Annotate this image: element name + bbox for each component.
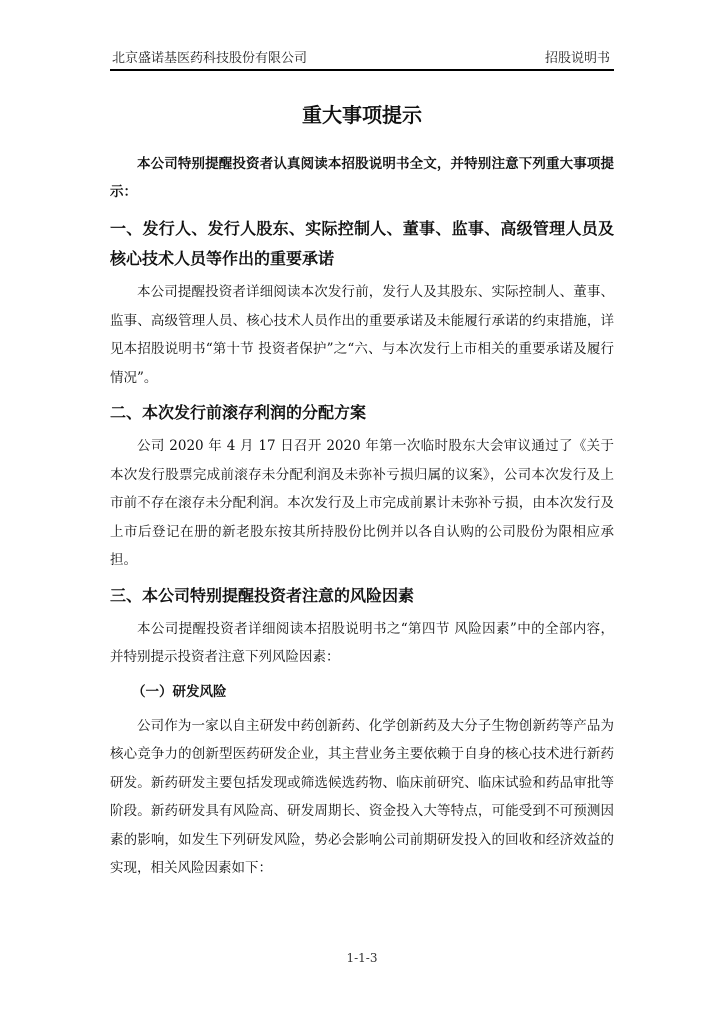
page-header [110, 50, 614, 68]
page-title: 重大事项提示 [302, 103, 422, 127]
section-heading-risk-factors: 三、本公司特别提醒投资者注意的风险因素 [110, 585, 415, 605]
subsection-heading-rd-risk: （一）研发风险 [132, 683, 227, 700]
intro-paragraph: 本公司特别提醒投资者认真阅读本招股说明书全文，并特别注意下列重大事项提示： [110, 156, 614, 200]
section-heading-commitments: 一、发行人、发行人股东、实际控制人、董事、监事、高级管理人员及核心技术人员等作出的重要承诺 [110, 219, 614, 268]
section-paragraph-profit-distribution: 公司 2020 年 4 月 17 日召开 2020 年第一次临时股东大会审议通过了《关于本次发行股票完成前滚存未分配利润及未弥补亏损归属的议案》，公司本次发行及上市前不存在滚存未分配利润。本次发行及上市完成前累计未弥补亏损，由本次发行及上市后登记在册的新老股东按其所持股份比例并以各自认购的公司股份为限相应承担。 [110, 438, 614, 568]
document-body [110, 100, 614, 889]
page-number: 1-1-3 [346, 951, 378, 965]
header-document-type: 招股说明书 [544, 51, 610, 66]
subsection-paragraph-rd-risk: 公司作为一家以自主研发中药创新药、化学创新药及大分子生物创新药等产品为核心竞争力的创新型医药研发企业，其主营业务主要依赖于自身的核心技术进行新药研发。新药研发主要包括发现或筛选候选药物、临床前研究、临床试验和药品审批等阶段。新药研发具有风险高、研发周期长、资金投入大等特点，可能受到不可预测因素的影响，如发生下列研发风险，势必会影响公司前期研发投入的回收和经济效益的实现，相关风险因素如下： [110, 717, 614, 876]
section-heading-profit-distribution: 二、本次发行前滚存利润的分配方案 [110, 403, 367, 422]
section-paragraph-commitments: 本公司提醒投资者详细阅读本次发行前，发行人及其股东、实际控制人、董事、监事、高级管理人员、核心技术人员作出的重要承诺及未能履行承诺的约束措施，详见本招股说明书“第十节 投资者保护”之“六、与本次发行上市相关的重要承诺及履行情况”。 [110, 284, 614, 386]
header-divider [110, 69, 614, 71]
section-paragraph-risk-factors: 本公司提醒投资者详细阅读本招股说明书之“第四节 风险因素”中的全部内容，并特别提示投资者注意下列风险因素： [110, 620, 614, 665]
header-company-name: 北京盛诺基医药科技股份有限公司 [112, 51, 308, 66]
